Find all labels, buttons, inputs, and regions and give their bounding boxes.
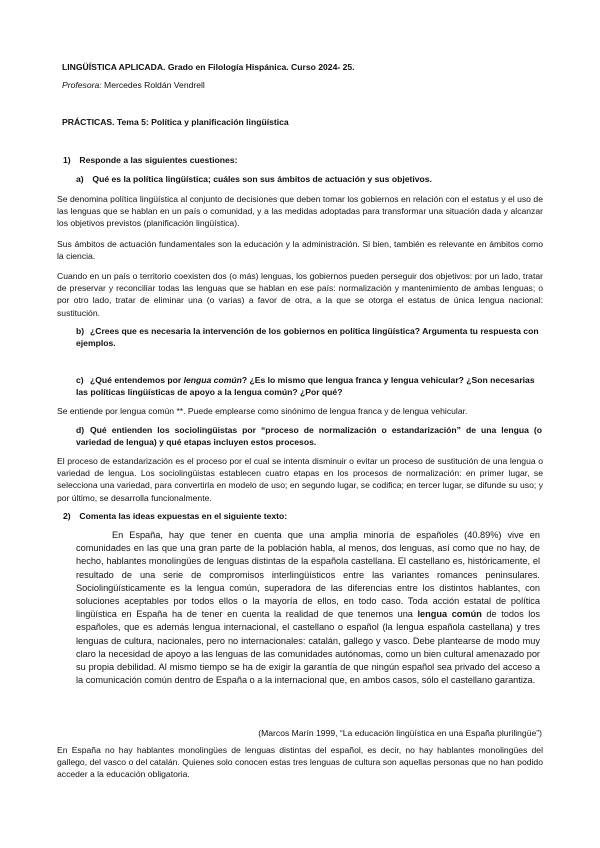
quoted-text-part-1: En España, hay que tener en cuenta que una amplia minoría de españoles (40.89%) vive en comunidades en las que una gran parte de la población habla, al menos, dos lenguas, así como que no hay, de hecho, hablantes monolingües de lenguas distintas de la española castellana. El castellano es, históricamente, el resultado de una serie de compromisos interlingüísticos entre las variantes romances peninsulares. Sociolingüísticamente es la lengua común, superadora de las diferencias entre los distintos hablantes, con soluciones aceptables por todos ellos o la mayoría de ellos, en todo caso. Toda acción estatal de política lingüística en España ha de tener en cuenta la realidad de que tenemos una	[76, 530, 540, 620]
question-1d	[76, 424, 542, 448]
question-1a-text: Qué es la política lingüística; cuáles son sus ámbitos de actuación y sus objetivos.	[92, 174, 432, 184]
question-1-number: 1)	[63, 155, 71, 165]
question-1d-text: Qué entienden los sociolingüistas por “proceso de normalización o estandarización” de una lengua (o variedad de lengua) y qué etapas incluyen estos procesos.	[76, 425, 542, 448]
question-1a	[76, 173, 432, 185]
question-1-heading	[63, 154, 237, 166]
answer-1d: El proceso de estandarización es el proceso por el cual se intenta disminuir o evitar un proceso de sustitución de una lengua o variedad de lengua. Los sociolingüistas establecen cuatro etapas en los procesos de normalización: en primer lugar, se selecciona una variedad, para convertirla en modelo de uso; en segundo lugar, se codifica; en tercer lugar, se difunde su uso; y por último, se desarrolla funcionalmente.	[57, 456, 543, 503]
answer-2: En España no hay hablantes monolingües de lenguas distintas del español, es decir, no hay hablantes monolingües del gallego, del vasco o del catalán. Quienes solo conocen estas tres lenguas de cultura son aquellas personas que no han podido acceder a la educación obligatoria.	[57, 745, 543, 780]
professor-label: Profesora:	[62, 80, 102, 90]
practicas-line: PRÁCTICAS. Tema 5: Política y planificación lingüística	[62, 117, 289, 127]
question-1c-term: lengua común	[183, 375, 242, 385]
professor-line	[62, 79, 205, 91]
question-1a-label: a)	[76, 174, 84, 184]
question-1d-label: d)	[76, 425, 85, 435]
question-1c-text-post: ? ¿Es lo mismo que lengua franca y lengua vehicular? ¿Son necesarias las políticas lingüísticas de apoyo a la lengua común? ¿Por qué?	[76, 375, 535, 398]
question-2-number: 2)	[63, 511, 71, 521]
course-line: LINGÜÍSTICA APLICADA. Grado en Filología Hispánica. Curso 2024- 25.	[62, 62, 355, 72]
question-1c-label: c)	[76, 375, 84, 385]
quoted-text-bold: lengua común	[417, 609, 482, 620]
quote-citation: (Marcos Marín 1999, “La educación lingüística en una España plurilingüe”)	[258, 728, 542, 738]
question-1b-label: b)	[76, 326, 85, 336]
answer-1a-paragraph-2: Sus ámbitos de actuación fundamentales son la educación y la administración. Si bien, también es relevante en ámbitos como la ciencia.	[57, 239, 543, 262]
quoted-text	[76, 529, 540, 687]
question-1b-text: ¿Crees que es necesaria la intervención de los gobiernos en política lingüística? Argumenta tu respuesta con ejemplos.	[76, 326, 539, 349]
question-2-heading	[63, 510, 287, 522]
question-1c	[76, 374, 542, 398]
question-1c-text-pre: ¿Qué entendemos por	[90, 375, 184, 385]
question-2-text: Comenta las ideas expuestas en el siguiente texto:	[79, 511, 288, 521]
professor-name: Mercedes Roldán Vendrell	[104, 80, 205, 90]
question-1-text: Responde a las siguientes cuestiones:	[79, 155, 238, 165]
answer-1c: Se entiende por lengua común **. Puede emplearse como sinónimo de lengua franca y de lengua vehicular.	[57, 406, 468, 416]
quoted-text-part-2: de todos los españoles, que es además lengua internacional, el castellano o español (la lengua española castellana) y tres lenguas de cultura, nacionales, pero no internacionales: catalán, gallego y vasco. Debe plantearse de modo muy claro la necesidad de apoyo a las lenguas de las comunidades autónomas, como un bien cultural amenazado por su propia debilidad. Al mismo tiempo se ha de exigir la garantía de que ningún español sea privado del acceso a la comunicación común dentro de España o a la internacional que, en ambos casos, sólo el castellano garantiza.	[76, 609, 540, 686]
question-1b	[76, 325, 542, 349]
answer-1a-paragraph-1: Se denomina política lingüística al conjunto de decisiones que deben tomar los gobiernos en relación con el estatus y el uso de las lenguas que se hablan en un país o comunidad, y a las medidas adoptadas para transformar una situación dada y alcanzar los objetivos previstos (planificación lingüística).	[57, 194, 543, 229]
answer-1a-paragraph-3: Cuando en un país o territorio coexisten dos (o más) lenguas, los gobiernos pueden perseguir dos objetivos: por un lado, tratar de preservar y reconciliar todas las lenguas que se hablan en ese país: normalización y mantenimiento de ambas lenguas; o por otro lado, tratar de eliminar una (o varias) a favor de otra, a la que se otorga el estatus de única lengua nacional: sustitución.	[57, 271, 543, 318]
